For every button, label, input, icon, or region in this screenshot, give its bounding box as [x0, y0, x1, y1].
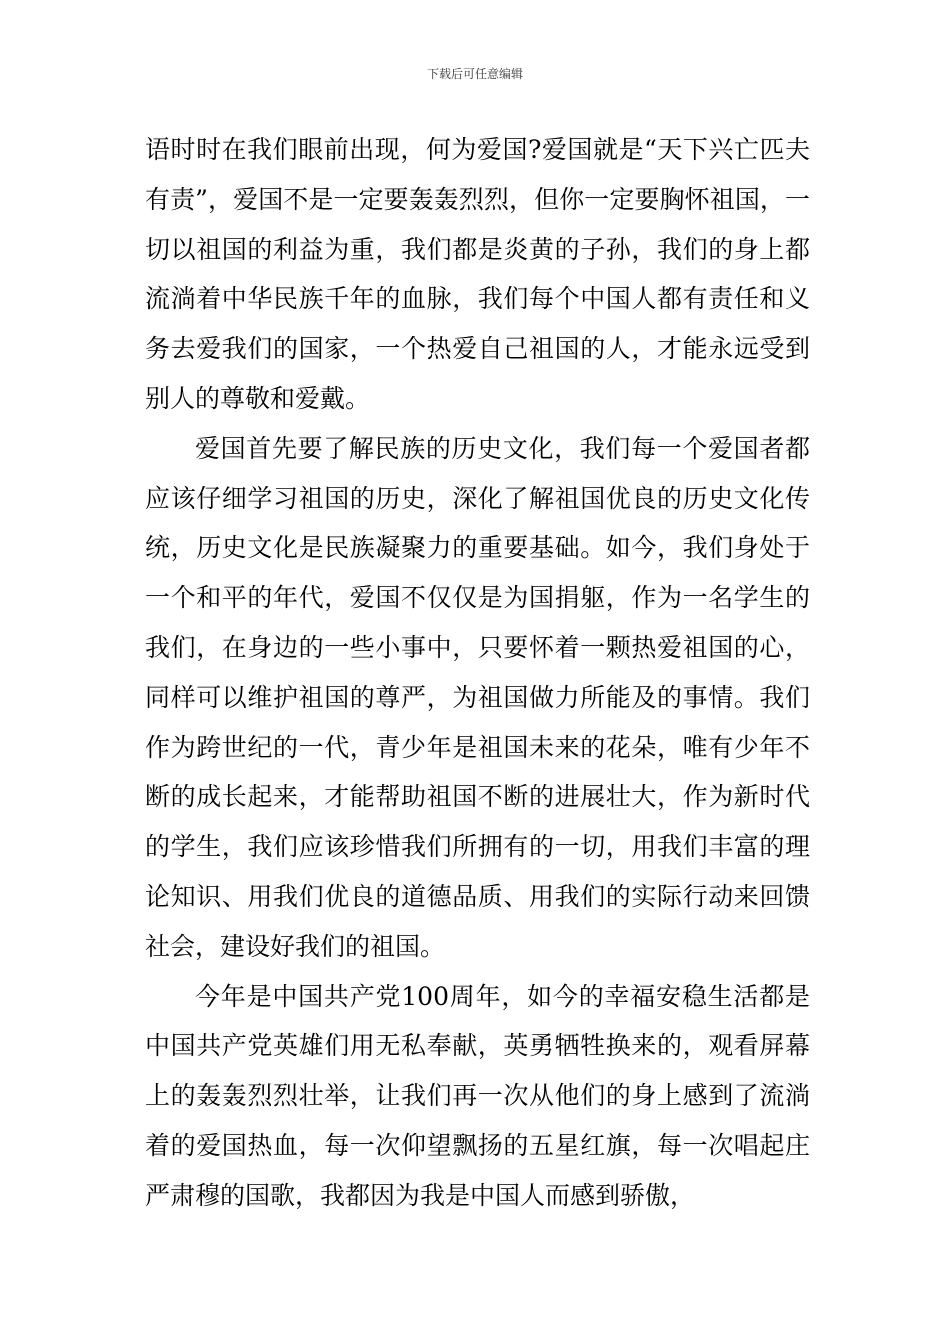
paragraph-3: 今年是中国共产党100周年，如今的幸福安稳生活都是中国共产党英雄们用无私奉献，英勇牺牲换来的，观看屏幕上的轰轰烈烈壮举，让我们再一次从他们的身上感到了流淌着的爱国热血，每一次仰望飘扬的五星红旗，每一次唱起庄严肃穆的国歌，我都因为我是中国人而感到骄傲，: [145, 981, 810, 1210]
paragraph-1: 语时时在我们眼前出现，何为爱国?爱国就是“天下兴亡匹夫有责”，爱国不是一定要轰轰烈烈，但你一定要胸怀祖国，一切以祖国的利益为重，我们都是炎黄的子孙，我们的身上都流淌着中华民族千年的血脉，我们每个中国人都有责任和义务去爱我们的国家，一个热爱自己祖国的人，才能永远受到别人的尊敬和爱戴。: [145, 135, 810, 413]
paragraph-2: 爱国首先要了解民族的历史文化，我们每一个爱国者都应该仔细学习祖国的历史，深化了解祖国优良的历史文化传统，历史文化是民族凝聚力的重要基础。如今，我们身处于一个和平的年代，爱国不仅仅是为国捐躯，作为一名学生的我们，在身边的一些小事中，只要怀着一颗热爱祖国的心，同样可以维护祖国的尊严，为祖国做力所能及的事情。我们作为跨世纪的一代，青少年是祖国未来的花朵，唯有少年不断的成长起来，才能帮助祖国不断的进展壮大，作为新时代的学生，我们应该珍惜我们所拥有的一切，用我们丰富的理论知识、用我们优良的道德品质、用我们的实际行动来回馈社会，建设好我们的祖国。: [145, 433, 810, 961]
page-header: 下载后可任意编辑: [426, 67, 523, 81]
document-body: [145, 125, 810, 1221]
